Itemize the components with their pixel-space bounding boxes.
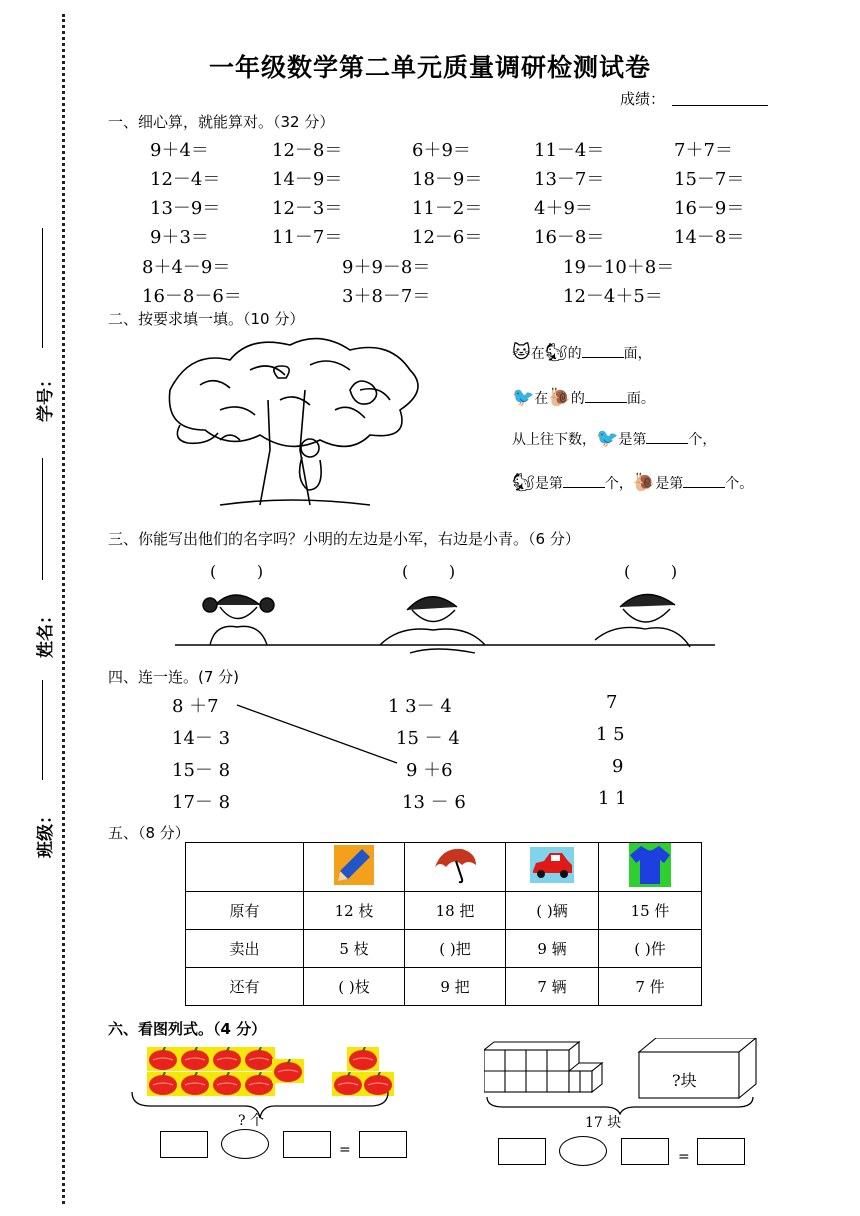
snail-icon: 🐌 [632,472,656,493]
left-expression[interactable]: 8 ＋7 [172,696,219,717]
sentence-text: 的 [567,346,582,362]
equation: 4＋9＝ [534,198,593,219]
table-corner-cell [186,843,304,892]
middle-expression[interactable]: 9 ＋6 [406,760,453,781]
sentence-text: 是第 [618,432,647,448]
equation: 12－4＝ [150,169,221,190]
equation: 11－4＝ [534,140,605,161]
result-number[interactable]: 7 [606,692,618,713]
middle-expression[interactable]: 15 － 4 [396,728,460,749]
equation: 13－7＝ [534,169,605,190]
mixed-equation: 3＋8－7＝ [342,286,431,307]
equation: 9＋3＝ [150,227,209,248]
table-cell: 18 把 [405,892,506,930]
table-cell-blank[interactable]: ( )把 [405,930,506,968]
binding-dotted-line [62,14,65,1204]
equation: 15－7＝ [674,169,745,190]
table-row-sold [186,930,702,968]
equation: 11－2＝ [412,198,483,219]
goods-table [185,842,702,1006]
apple-icon [243,1047,275,1071]
table-cell: 5 枝 [304,930,405,968]
section5-heading: 五、（8 分） [108,824,190,842]
umbrella-icon [432,845,478,885]
car-icon [530,847,574,883]
sentence-text: 个， [604,476,633,492]
apple-icon [347,1047,379,1071]
bird-icon: 🐦 [512,387,535,408]
equation: 7＋7＝ [674,140,733,161]
equals-sign-1: = [339,1142,351,1158]
apple-icon [179,1047,211,1071]
row-label: 还有 [186,968,304,1006]
apple-icon [272,1059,304,1083]
fill-sentence [512,342,652,363]
section1-heading: 一、细心算，就能算对。（32 分） [108,113,335,131]
name-paren-3[interactable]: ( ) [624,562,678,581]
fill-sentence [512,387,655,408]
squirrel-icon: 🐿 [512,472,535,493]
table-cell: 9 把 [405,968,506,1006]
bird-icon: 🐦 [596,428,619,449]
answer-box-5[interactable] [621,1138,669,1165]
class-blank[interactable] [42,680,43,780]
shirt-cell [599,843,702,892]
car-cell [506,843,599,892]
operator-oval-2[interactable] [559,1136,607,1166]
operator-oval-1[interactable] [221,1129,269,1159]
sentence-text: 个， [688,432,717,448]
equation: 14－8＝ [674,227,745,248]
table-cell: 9 辆 [506,930,599,968]
block-unknown-label: ?块 [672,1071,697,1090]
left-caption: ? 个 [238,1113,264,1129]
pencil-icon [334,845,374,885]
middle-expression[interactable]: 13 － 6 [402,792,466,813]
section2-heading: 二、按要求填一填。（10 分） [108,310,305,328]
table-header-row [186,843,702,892]
mixed-equation: 16－8－6＝ [142,286,242,307]
section6-heading: 六、看图列式。（4 分） [108,1020,267,1038]
sentence-text: 从上往下数， [512,432,596,448]
equation: 12－8＝ [272,140,343,161]
answer-box-4[interactable] [498,1138,546,1165]
right-caption: 17 块 [585,1115,622,1131]
score-blank[interactable] [672,105,768,106]
sentence-text: 在 [534,391,549,407]
blocks-illustration [484,1038,764,1102]
middle-expression[interactable]: 1 3－ 4 [388,696,452,717]
mixed-equation: 9＋9－8＝ [342,257,431,278]
tree-animals-illustration [160,330,450,510]
name-paren-2[interactable]: ( ) [402,562,456,581]
section4-heading: 四、连一连。(7 分) [108,668,240,686]
equation: 16－9＝ [674,198,745,219]
student-no-blank[interactable] [42,228,43,348]
name-label: 姓名： [36,607,56,658]
fill-sentence [512,472,753,493]
table-row-remaining [186,968,702,1006]
table-cell: 7 辆 [506,968,599,1006]
equation: 12－3＝ [272,198,343,219]
equation: 9＋4＝ [150,140,209,161]
score-label: 成绩： [620,90,666,108]
equation: 6＋9＝ [412,140,471,161]
name-blank[interactable] [42,458,43,580]
table-cell: 12 枝 [304,892,405,930]
mixed-equation: 8＋4－9＝ [142,257,231,278]
mixed-equation: 12－4＋5＝ [563,286,663,307]
result-number[interactable]: 1 1 [598,788,627,809]
answer-box-6[interactable] [697,1138,745,1165]
three-children-illustration [175,585,725,665]
equals-sign-2: = [678,1149,690,1165]
table-cell-blank[interactable]: ( )件 [599,930,702,968]
apple-icon [147,1047,179,1071]
equation: 13－9＝ [150,198,221,219]
equation: 14－9＝ [272,169,343,190]
shirt-icon [629,843,671,887]
section3-heading: 三、你能写出他们的名字吗？小明的左边是小军，右边是小青。（6 分） [108,530,580,548]
sentence-text: 的 [570,391,585,407]
page-title: 一年级数学第二单元质量调研检测试卷 [208,53,651,82]
equation: 16－8＝ [534,227,605,248]
cat-icon: 🐱 [512,342,531,363]
answer-box-3[interactable] [359,1131,407,1158]
equation: 12－6＝ [412,227,483,248]
sentence-text: 是第 [655,476,684,492]
sentence-text: 面， [623,346,652,362]
fill-sentence [512,428,716,449]
umbrella-cell [405,843,506,892]
table-cell-blank[interactable]: ( )辆 [506,892,599,930]
equation: 18－9＝ [412,169,483,190]
class-label: 班级： [36,807,56,858]
name-paren-1[interactable]: ( ) [210,562,264,581]
sentence-text: 在 [530,346,545,362]
sentence-text: 个。 [725,476,754,492]
squirrel-icon: 🐿 [544,342,568,363]
fill-blank[interactable] [683,487,725,488]
sentence-text: 是第 [534,476,563,492]
table-row-original [186,892,702,930]
apple-icon [211,1047,243,1071]
result-number[interactable]: 9 [612,756,624,777]
row-label: 原有 [186,892,304,930]
sentence-text: 面。 [626,391,655,407]
sample-connecting-line [235,703,405,767]
fill-blank[interactable] [582,357,624,358]
left-expression[interactable]: 14－ 3 [172,728,231,749]
table-cell: 15 件 [599,892,702,930]
pencil-cell [304,843,405,892]
result-number[interactable]: 1 5 [596,724,625,745]
row-label: 卖出 [186,930,304,968]
left-expression[interactable]: 17－ 8 [172,792,231,813]
mixed-equation: 19－10＋8＝ [563,257,675,278]
table-cell: 7 件 [599,968,702,1006]
left-expression[interactable]: 15－ 8 [172,760,231,781]
table-cell-blank[interactable]: ( )枝 [304,968,405,1006]
fill-blank[interactable] [585,402,627,403]
snail-icon: 🐌 [548,387,571,408]
answer-box-2[interactable] [283,1131,331,1158]
fill-blank[interactable] [563,487,605,488]
fill-blank[interactable] [646,443,688,444]
student-no-label: 学号： [36,371,56,422]
answer-box-1[interactable] [160,1131,208,1158]
equation: 11－7＝ [272,227,343,248]
